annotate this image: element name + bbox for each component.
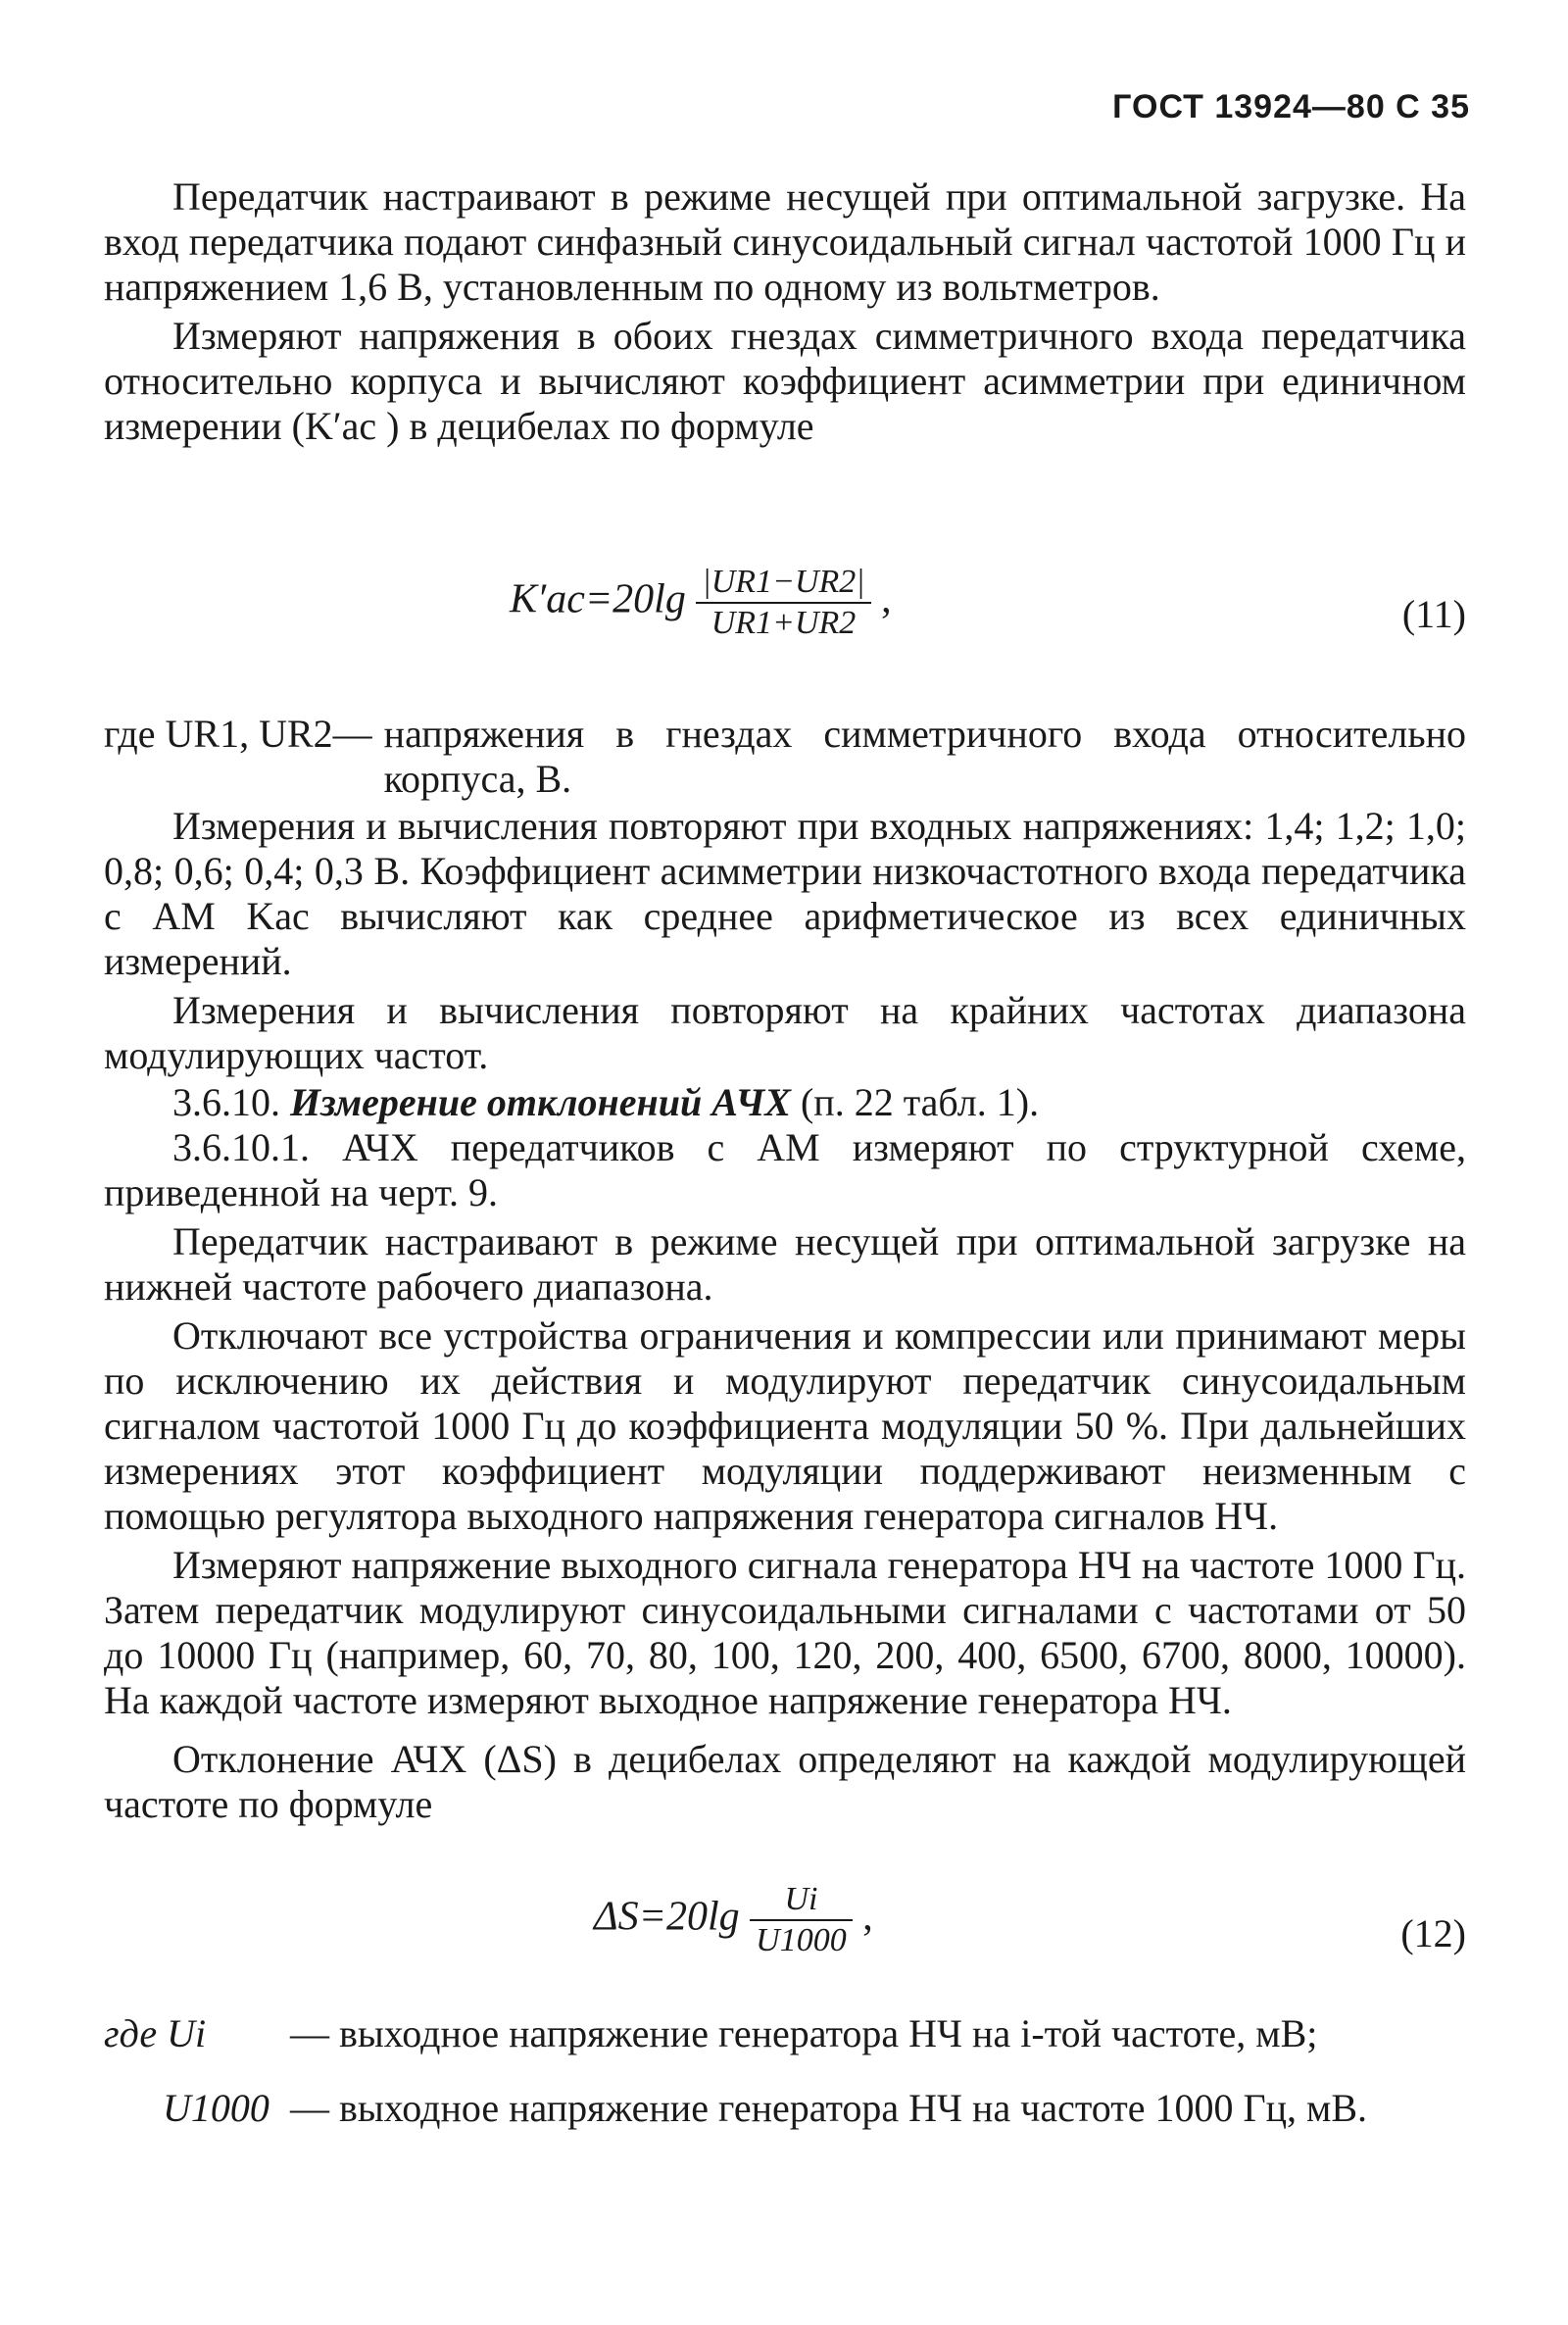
paragraph: Отклонение АЧХ (ΔS) в децибелах определяют на каждой модулирующей частоте по формуле bbox=[104, 1737, 1466, 1826]
formula-12 bbox=[594, 1880, 873, 1960]
formula-denominator: UR1+UR2 bbox=[710, 605, 857, 641]
where-row bbox=[104, 712, 1466, 802]
formula-tail: , bbox=[862, 1894, 873, 1940]
formula-lhs: K′ac=20lg bbox=[510, 576, 686, 622]
formula-fraction bbox=[696, 563, 870, 643]
paragraph: Измеряют напряжения в обоих гнездах симметричного входа передатчика относительно корпуса и вычисляют коэффициент асимметрии при единичном измерении (K′ac ) в децибелах по формуле bbox=[104, 314, 1466, 448]
where-description: напряжения в гнездах симметричного входа относительно корпуса, В. bbox=[383, 712, 1466, 801]
page-header: ГОСТ 13924—80 С 35 bbox=[1112, 88, 1470, 125]
section-number: 3.6.10. bbox=[172, 1080, 280, 1124]
equation-number-11: (11) bbox=[1401, 592, 1466, 636]
where-term: U1000 bbox=[163, 2086, 270, 2130]
paragraph: 3.6.10.1. АЧХ передатчиков с АМ измеряют по структурной схеме, приведенной на черт. 9. bbox=[104, 1125, 1466, 1214]
where-row bbox=[104, 2011, 1466, 2056]
text-block-top bbox=[104, 174, 1466, 449]
equation-number-12: (12) bbox=[1400, 1911, 1466, 1955]
where-term: где UR1, UR2— bbox=[104, 712, 372, 756]
section-reference: (п. 22 табл. 1). bbox=[800, 1080, 1040, 1124]
section-title: Измерение отклонений АЧХ bbox=[290, 1080, 791, 1124]
formula-denominator: U1000 bbox=[756, 1922, 847, 1958]
formula-lhs: ΔS=20lg bbox=[594, 1894, 740, 1940]
paragraph: Измерения и вычисления повторяют при входных напряжениях: 1,4; 1,2; 1,0; 0,8; 0,6; 0,4; 0,3 В. Коэффициент асимметрии низкочастотного входа передатчика с АМ Kac вычисляют как среднее арифметическое из всех единичных измерений. bbox=[104, 804, 1466, 983]
where-row bbox=[104, 2086, 1466, 2131]
where-block-12 bbox=[104, 2011, 1466, 2131]
where-term: где Ui bbox=[104, 2011, 207, 2055]
formula-fraction bbox=[750, 1880, 853, 1960]
where-description: — выходное напряжение генератора НЧ на частоте 1000 Гц, мВ. bbox=[290, 2086, 1368, 2130]
formula-tail: , bbox=[881, 576, 892, 622]
where-description: — выходное напряжение генератора НЧ на i-той частоте, мВ; bbox=[290, 2011, 1318, 2055]
formula-11 bbox=[510, 563, 892, 643]
paragraph: Измеряют напряжение выходного сигнала генератора НЧ на частоте 1000 Гц. Затем передатчик модулируют синусоидальными сигналами с частотами от 50 до 10000 Гц (например, 60, 70, 80, 100, 120, 200, 400, 6500, 6700, 8000, 10000). На каждой частоте измеряют выходное напряжение генератора НЧ. bbox=[104, 1543, 1466, 1722]
paragraph: Передатчик настраивают в режиме несущей при оптимальной загрузке. На вход передатчика подают синфазный синусоидальный сигнал частотой 1000 Гц и напряжением 1,6 В, установленным по одному из вольтметров. bbox=[104, 174, 1466, 309]
text-block-middle bbox=[104, 804, 1466, 1827]
formula-numerator: Ui bbox=[750, 1880, 853, 1921]
where-block-11 bbox=[104, 712, 1466, 802]
paragraph: Передатчик настраивают в режиме несущей при оптимальной загрузке на нижней частоте рабочего диапазона. bbox=[104, 1219, 1466, 1309]
paragraph: Измерения и вычисления повторяют на крайних частотах диапазона модулирующих частот. bbox=[104, 988, 1466, 1077]
formula-numerator: |UR1−UR2| bbox=[696, 563, 870, 604]
section-heading-3-6-10 bbox=[104, 1080, 1466, 1125]
paragraph: Отключают все устройства ограничения и компрессии или принимают меры по исключению их действия и модулируют передатчик синусоидальным сигналом частотой 1000 Гц до коэффициента модуляции 50 %. При дальнейших измерениях этот коэффициент модуляции поддерживают неизменным с помощью регулятора выходного напряжения генератора сигналов НЧ. bbox=[104, 1313, 1466, 1538]
